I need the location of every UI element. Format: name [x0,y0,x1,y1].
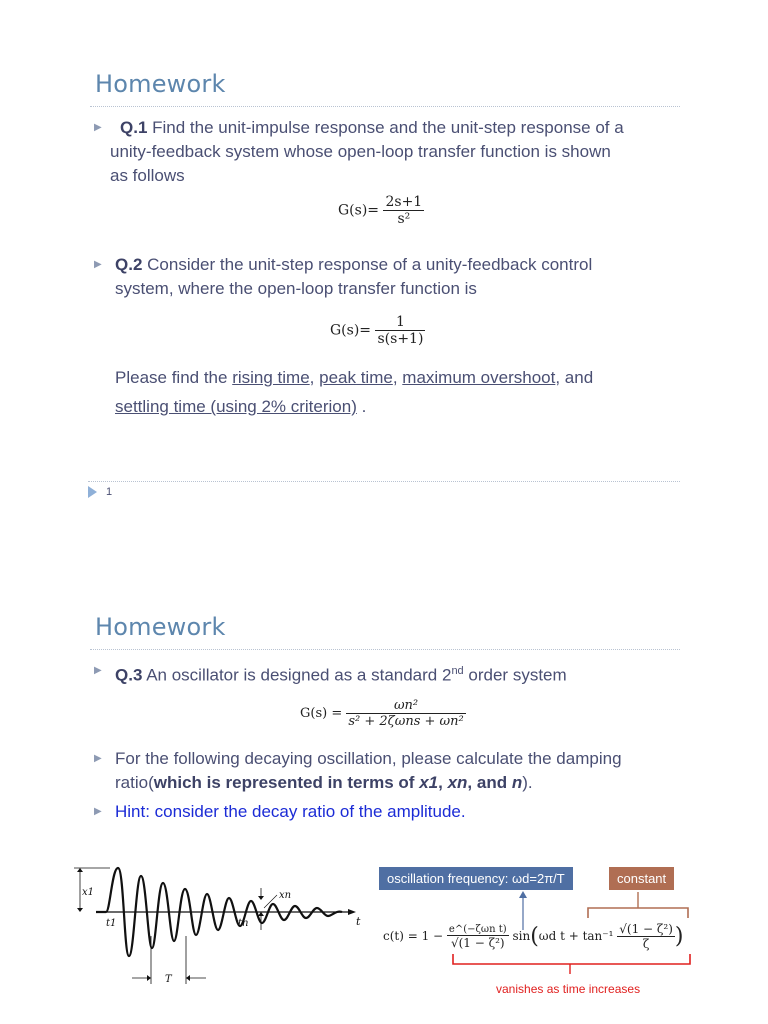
ct-equation: c(t) = 1 − $\frac{\text{e\textasciicircum{}(−ζωn t)}}{\text{√(1 − ζ²)}}$ sin(ωd t + tan⁻¹ $\frac{\text{√(1 − ζ²)}}{\zeta}$ ) [383,922,684,951]
slide-marker-icon [88,486,97,498]
constant-tag: constant [609,867,674,890]
settling-time-link[interactable]: settling time (using 2% criterion) [115,397,357,416]
rising-time-link[interactable]: rising time [232,368,310,387]
bullet-icon: ▶ [94,753,102,764]
label-x1: x1 [82,887,95,898]
slide2-title-rule [90,649,680,650]
slide1-footer-rule [88,481,680,482]
q2-find-text: Please find the rising time, peak time, maximum overshoot, and settling time (using 2% criterion) . [115,368,594,416]
label-T: T [165,974,172,985]
q3-text: Q.3 An oscillator is designed as a standard 2nd order system [115,665,567,685]
peak-time-link[interactable]: peak time [319,368,393,387]
page-number: 1 [106,486,113,498]
label-xn: xn [279,890,292,901]
slide1-title-rule [90,106,680,107]
bullet-icon: ▶ [94,259,102,270]
q2-text: Q.2 Consider the unit-step response of a unity-feedback control system, where the open-loop transfer function is [115,255,593,298]
q1-text: Q.1 Find the unit-impulse response and the unit-step response of a unity-feedback system whose open-loop transfer function is shown as follows [110,118,624,185]
q2-equation: G(s)= $\frac{1}{s(s+1)}$ [330,314,424,347]
q2-label: Q.2 [115,255,143,274]
hint-text: Hint: consider the decay ratio of the amplitude. [115,802,466,821]
maximum-overshoot-link[interactable]: maximum overshoot [402,368,556,387]
bullet2-text: For the following decaying oscillation, please calculate the damping ratio(which is represented in terms of x1, xn, and n). [115,749,622,792]
bullet-icon: ▶ [94,806,102,817]
slide1-title: Homework [95,70,226,98]
q3-label: Q.3 [115,665,143,685]
oscillation-frequency-tag: oscillation frequency: ωd=2π/T [379,867,573,890]
label-t: t [356,915,361,928]
bullet-icon: ▶ [94,665,102,676]
q1-label: Q.1 [120,118,148,137]
q1-equation: G(s)= $\frac{2s+1}{\text{s²}}$ [338,194,423,227]
label-tn: tn [238,918,249,929]
bullet-icon: ▶ [94,122,102,133]
decaying-oscillation-figure [66,852,366,992]
slide2-title: Homework [95,613,226,641]
q3-equation: G(s) = $\frac{\text{ωn²}}{\text{s² + 2ζωns + ωn²}}$ [300,698,464,729]
vanishes-note: vanishes as time increases [496,982,641,996]
label-t1: t1 [106,918,117,929]
